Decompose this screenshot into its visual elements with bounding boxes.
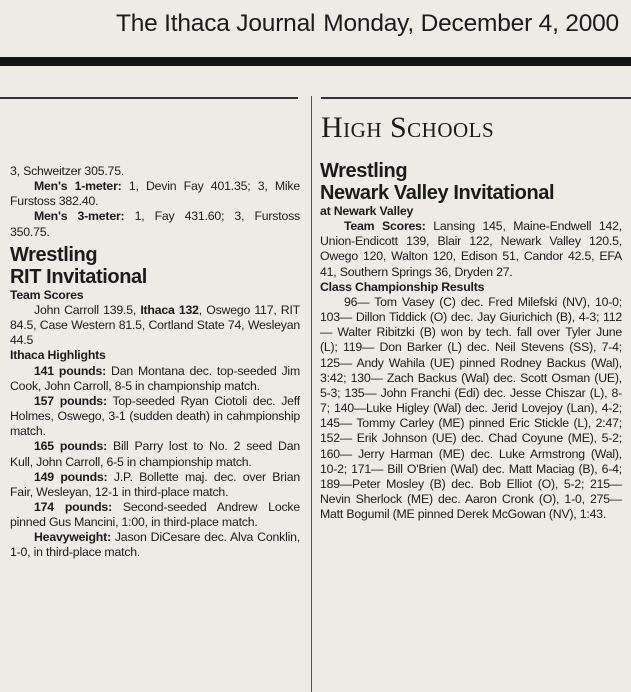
right-team-scores: Team Scores: Lansing 145, Maine-Endwell 142, Union-Endicott 139, Blair 122, Newark Valley 120.5, Owego 120, Walton 120, Edison 51, Candor 42.5, EFA 41, Southern Springs 36, Dryden 27.	[320, 219, 622, 279]
section-heading: High Schools	[321, 111, 495, 144]
right-sport-heading: Wrestling	[320, 160, 408, 182]
event-location: at Newark Valley	[320, 204, 414, 218]
left-event-heading: RIT Invitational	[10, 265, 147, 288]
right-event-heading: Newark Valley Invitational	[320, 182, 555, 204]
left-team-scores: John Carroll 139.5, Ithaca 132, Oswego 117, RIT 84.5, Case Western 81.5, Cortland State 74, Wesleyan 44.5	[10, 302, 300, 348]
highlight-item: 141 pounds: Dan Montana dec. top-seeded Jim Cook, John Carroll, 8-5 in championship match.	[10, 363, 300, 393]
publication-date: Monday, December 4, 2000	[323, 10, 619, 37]
highlight-item: 165 pounds: Bill Parry lost to No. 2 seed Dan Kull, John Carroll, 6-5 in championship match.	[10, 439, 300, 469]
left-column-rule	[0, 97, 298, 99]
swim-line-1: Men's 1-meter: 1, Devin Fay 401.35; 3, Mike Furstoss 382.40.	[10, 179, 300, 209]
swim-line-2: Men's 3-meter: 1, Fay 431.60; 3, Furstoss 350.75.	[10, 209, 300, 239]
left-column	[10, 164, 300, 561]
right-column	[320, 160, 622, 522]
left-team-scores-label: Team Scores	[10, 287, 84, 302]
swim-line-0: 3, Schweitzer 305.75.	[10, 164, 125, 178]
class-results-label: Class Championship Results	[320, 279, 485, 294]
column-divider	[311, 96, 312, 692]
masthead-rule	[0, 57, 631, 66]
publication-name: The Ithaca Journal	[115, 10, 316, 37]
swim-results	[10, 164, 300, 240]
masthead	[0, 10, 631, 38]
left-sport-heading: Wrestling	[10, 243, 98, 266]
ithaca-highlights-label: Ithaca Highlights	[10, 348, 106, 363]
highlight-item: 174 pounds: Second-seeded Andrew Locke pinned Gus Mancini, 1:00, in third-place match.	[10, 499, 300, 530]
right-column-rule	[321, 97, 631, 99]
class-results: 96— Tom Vasey (C) dec. Fred Milefski (NV), 10-0; 103— Dillon Tiddick (O) dec. Jay Giurichich (B), 4-3; 112— Walter Ribitzki (B) won by tech. fall over Tyler June (L); 119— Don Barker (L) dec. Neil Stevens (SS), 7-4; 125— Andy Wahila (UE) pinned Rodney Backus (Wal), 3:42; 130— Zach Backus (Wal) dec. Scott Osman (UE), 5-3; 135— John Franchi (Edi) dec. Jesse Chiszar (L), 8-7; 140—Luke Higley (Wal) dec. Jerid Lovejoy (Lan), 4-2; 145— Tommy Carley (ME) pinned Eric Stickle (L), 2:47; 152— Erik Johnson (UE) dec. Chad Coyune (ME), 5-2; 160— Jerry Harman (ME) dec. Luke Armstrong (Wal), 10-2; 171— Bill O'Brien (Wal) dec. Matt Maciag (B), 6-4; 189—Peter Mosley (B) dec. Bob Elliot (O), 5-2; 215— Nevin Sherlock (ME) dec. Aaron Cronk (O), 1-0, 275— Matt Bogumil (ME pinned Derek McGowan (NV), 1:43.	[320, 294, 622, 522]
highlight-item: 149 pounds: J.P. Bollette maj. dec. over Brian Fair, Wesleyan, 12-1 in third-place match.	[10, 469, 300, 499]
highlight-item: 157 pounds: Top-seeded Ryan Ciotoli dec. Jeff Holmes, Oswego, 3-1 (sudden death) in cahmpionship match.	[10, 393, 301, 439]
highlight-item: Heavyweight: Jason DiCesare dec. Alva Conklin, 1-0, in third-place match.	[10, 530, 300, 560]
ithaca-score: Ithaca 132	[140, 302, 199, 317]
